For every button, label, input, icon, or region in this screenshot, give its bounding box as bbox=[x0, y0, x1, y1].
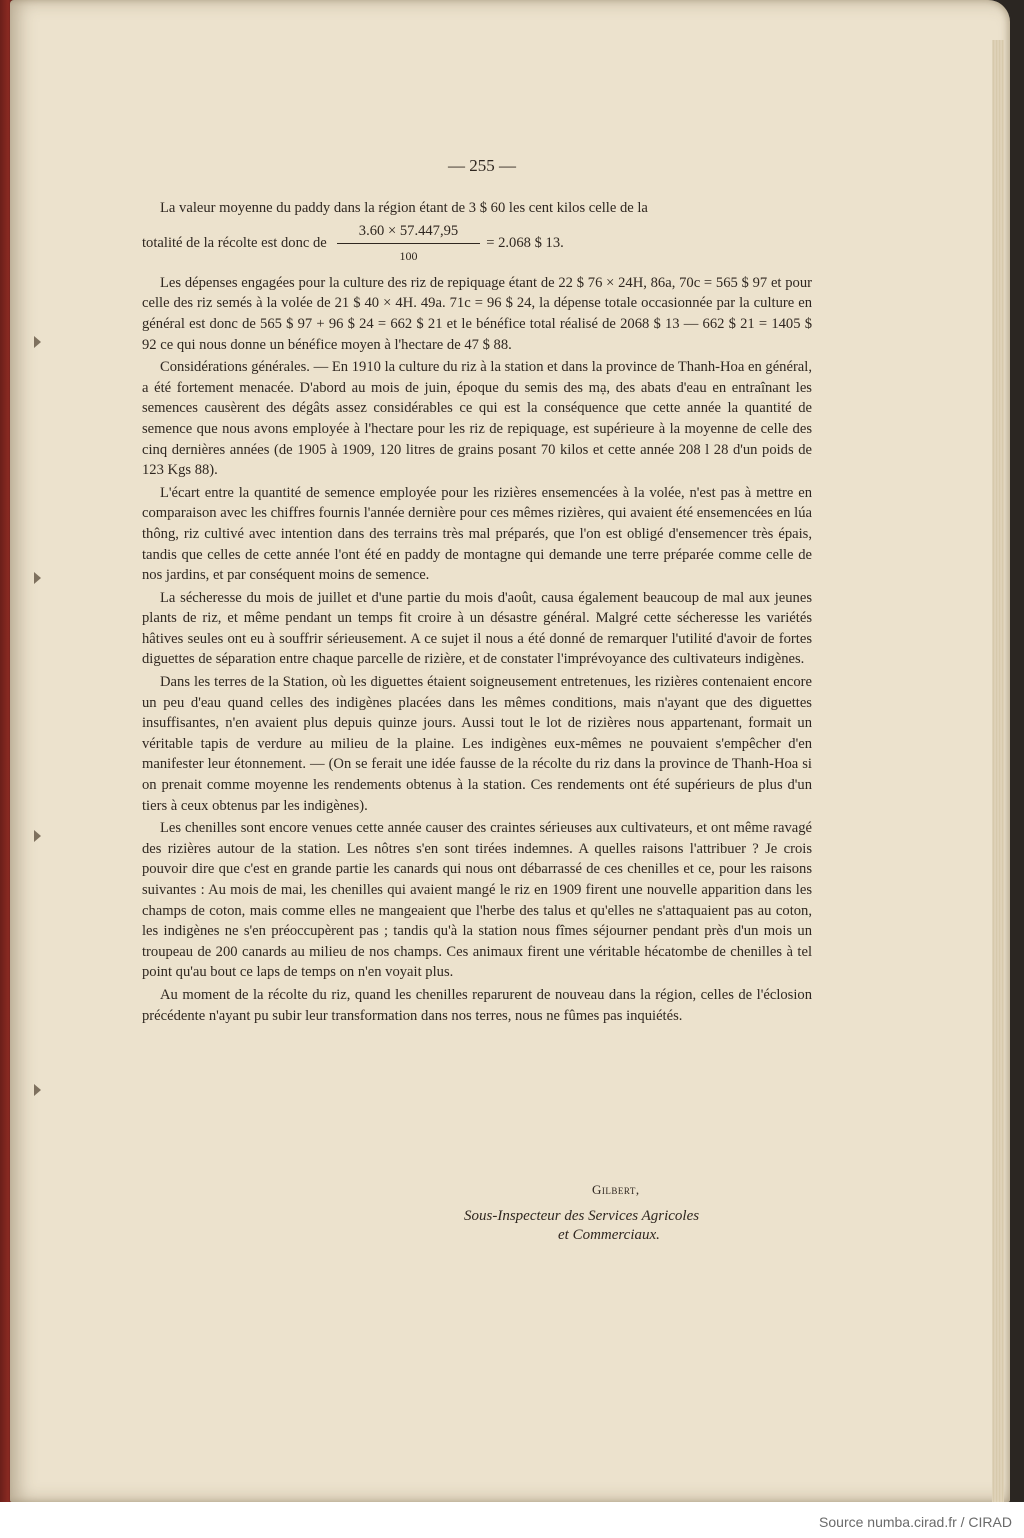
paragraph: Les dépenses engagées pour la culture des riz de repiquage étant de 22 $ 76 × 24H, 86a, 70c = 565 $ 97 et pour celle des riz semés à la volée de 21 $ 40 × 4H. 49a. 71c = 96 $ 24, la dépense totale occasionnée par la culture en général est donc de 565 $ 97 + 96 $ 24 = 662 $ 21 et le bénéfice total réalisé de 2068 $ 13 — 662 $ 21 = 1405 $ 92 ce qui nous donne un bénéfice moyen à l'hectare de 47 $ 88. bbox=[142, 274, 812, 353]
margin-mark bbox=[34, 830, 41, 842]
signature-block bbox=[420, 1182, 820, 1244]
paragraph: Les chenilles sont encore venues cette année causer des craintes sérieuses aux cultivateurs, et ont même ravagé des rizières autour de la station. Les nôtres s'en sont tirées indemnes. A quelles raisons l'attribuer ? Je crois pouvoir dire que c'est en grande partie les canards qui nous ont débarrassé de ces chenilles et ce, pour les raisons suivantes : Au mois de mai, les chenilles qui avaient mangé le riz en 1909 firent une nouvelle apparition dans les champs de coton, mais comme elles ne mangeaient que l'herbe des talus et qu'elles ne s'attaquaient pas au coton, les indigènes ne s'en préoccupèrent pas ; tandis qu'à la station nous fîmes séjourner pendant près d'un mois un troupeau de 200 canards au milieu de nos champs. Ces animaux firent une véritable hécatombe de chenilles à tel point qu'au bout ce laps de temps on n'en voyait plus. bbox=[142, 820, 812, 981]
fraction-denominator: 100 bbox=[399, 249, 418, 264]
signature-title-continued: et Commerciaux. bbox=[558, 1227, 660, 1243]
fraction bbox=[337, 221, 480, 267]
page-number: — 255 — bbox=[448, 156, 516, 175]
paragraph: Au moment de la récolte du riz, quand les chenilles reparurent de nouveau dans la région, celles de l'éclosion précédente n'ayant pu subir leur transformation dans nos terres, nous ne fûmes pas inquiétés. bbox=[142, 986, 812, 1024]
page-edges bbox=[992, 40, 1004, 1502]
paragraph: La sécheresse du mois de juillet et d'une partie du mois d'août, causa également beaucoup de mal aux jeunes plants de riz, et même pendant un temps fit croire à un désastre général. Malgré cette sécheresse les variétés hâtives seules ont eu à souffrir sérieusement. A ce sujet il nous a été donné de remarquer l'utilité d'avoir de fortes diguettes de séparation entre chaque parcelle de rizière, et de constater l'imprévoyance des cultivateurs indigènes. bbox=[142, 589, 812, 668]
fraction-numerator: 3.60 × 57.447,95 bbox=[337, 221, 480, 245]
body-text bbox=[142, 198, 812, 1028]
paragraph: L'écart entre la quantité de semence employée pour les rizières ensemencées à la volée, n'est pas à mettre en comparaison avec les chiffres fournis l'année dernière pour ces mêmes rizières, qui avaient été ensemencées en lúa thông, riz cultivé avec intention dans des terrains très mal préparés, que l'on est obligé d'ensemencer très épais, tandis que celles de cette année l'ont été en paddy de montagne qui demande une terre préparée comme celle de nos jardins, et par conséquent moins de semence. bbox=[142, 484, 812, 584]
margin-mark bbox=[34, 1084, 41, 1096]
signature-name: Gilbert, bbox=[592, 1182, 640, 1197]
formula bbox=[142, 221, 812, 267]
paragraph: Dans les terres de la Station, où les diguettes étaient soigneusement entretenues, les rizières contenaient encore un peu d'eau quand celles des indigènes placées dans les mêmes conditions, mais n'ayant que des diguettes insuffisantes, n'en avaient plus depuis quinze jours. Aussi tout le lot de rizières nous appartenant, formait un véritable tapis de verdure au milieu de la plaine. Les indigènes eux-mêmes ne pouvaient s'empêcher d'en manifester leur étonnement. — (On se ferait une idée fausse de la récolte du riz dans la province de Thanh-Hoa si on prenait comme moyenne les rendements obtenus à la station. Ces rendements ont été supérieurs de plus d'un tiers à ceux obtenus par les indigènes). bbox=[142, 674, 812, 814]
signature-title: Sous-Inspecteur des Services Agricoles bbox=[464, 1208, 700, 1224]
source-credit: Source numba.cirad.fr / CIRAD bbox=[819, 1514, 1012, 1530]
margin-mark bbox=[34, 336, 41, 348]
paragraph: La valeur moyenne du paddy dans la région étant de 3 $ 60 les cent kilos celle de la bbox=[160, 200, 648, 216]
paragraph: Considérations générales. — En 1910 la culture du riz à la station et dans la province de Thanh-Hoa en général, a été fortement menacée. D'abord au mois de juin, époque du semis des mạ, des abats d'eau en entraînant les semences causèrent des dégâts assez considérables ce qui est la conséquence que cette année la quantité de semence que nous avons employée à l'hectare pour les riz de repiquage, est supérieure à la moyenne de celle des cinq dernières années (de 1905 à 1909, 120 litres de grains posant 70 kilos et cette année 208 l 28 d'un poids de 123 Kgs 88). bbox=[142, 359, 812, 479]
formula-lead: totalité de la récolte est donc de bbox=[142, 235, 327, 252]
margin-mark bbox=[34, 572, 41, 584]
formula-result: = 2.068 $ 13. bbox=[486, 235, 564, 252]
